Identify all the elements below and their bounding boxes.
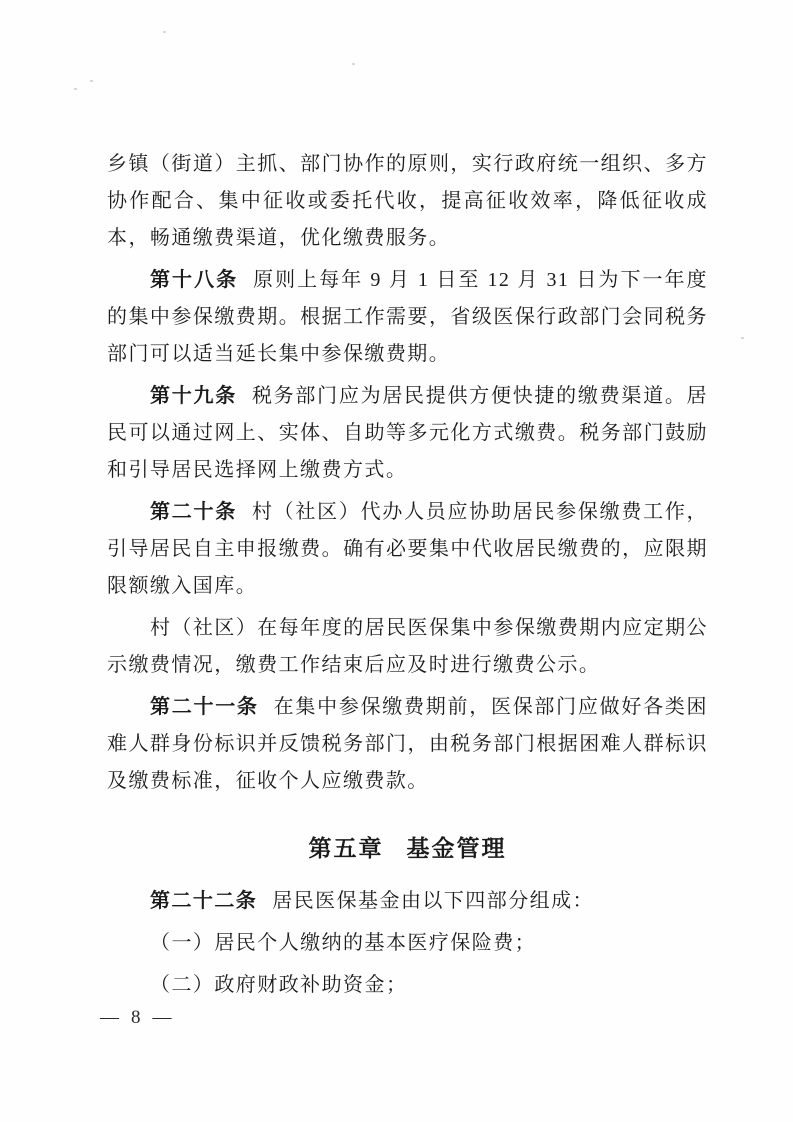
paragraph-continuation xyxy=(107,146,708,257)
paragraph-text: 在集中参保缴费期前，医保部门应做好各类困难人群身份标识并反馈税务部门，由税务部门根据困难人群标识及缴费标准，征收个人应缴费款。 xyxy=(107,696,708,792)
footer-dash-right: — xyxy=(152,1007,172,1028)
chapter-number: 第五章 xyxy=(308,835,384,861)
scan-speck xyxy=(163,31,166,33)
scan-speck xyxy=(90,80,93,82)
scan-speck xyxy=(352,63,355,65)
list-item-1 xyxy=(107,925,708,962)
article-21 xyxy=(107,689,708,800)
chapter-5-heading xyxy=(107,830,708,867)
page-number-footer xyxy=(100,1006,172,1030)
article-number: 第二十二条 xyxy=(150,890,258,912)
footer-dash-left: — xyxy=(100,1007,119,1028)
paragraph-text: 居民医保基金由以下四部分组成： xyxy=(272,890,594,912)
scan-speck xyxy=(741,337,744,339)
article-number: 第十九条 xyxy=(150,385,237,407)
paragraph-village-publicity xyxy=(107,610,708,684)
document-body xyxy=(107,146,708,1009)
page-number: 8 xyxy=(131,1007,141,1028)
paragraph-text: 原则上每年 9 月 1 日至 12 月 31 日为下一年度的集中参保缴费期。根据工作需要，省级医保行政部门会同税务部门可以适当延长集中参保缴费期。 xyxy=(107,269,708,365)
article-19 xyxy=(107,378,708,489)
article-number: 第二十一条 xyxy=(150,696,259,718)
article-number: 第二十条 xyxy=(150,501,237,523)
article-number: 第十八条 xyxy=(150,269,239,291)
list-item-text: （一）居民个人缴纳的基本医疗保险费； xyxy=(150,932,537,954)
list-item-text: （二）政府财政补助资金； xyxy=(150,974,408,996)
article-18 xyxy=(107,262,708,373)
paragraph-text: 税务部门应为居民提供方便快捷的缴费渠道。居民可以通过网上、实体、自助等多元化方式缴费。税务部门鼓励和引导居民选择网上缴费方式。 xyxy=(107,385,708,481)
article-20 xyxy=(107,494,708,605)
list-item-2 xyxy=(107,967,708,1004)
chapter-title: 基金管理 xyxy=(406,835,507,861)
scan-speck xyxy=(74,88,77,90)
paragraph-text: 乡镇（街道）主抓、部门协作的原则，实行政府统一组织、多方协作配合、集中征收或委托代收，提高征收效率，降低征收成本，畅通缴费渠道，优化缴费服务。 xyxy=(107,153,708,249)
paragraph-text: 村（社区）代办人员应协助居民参保缴费工作，引导居民自主申报缴费。确有必要集中代收居民缴费的，应限期限额缴入国库。 xyxy=(107,501,708,597)
article-22 xyxy=(107,883,708,920)
paragraph-text: 村（社区）在每年度的居民医保集中参保缴费期内应定期公示缴费情况，缴费工作结束后应及时进行缴费公示。 xyxy=(107,617,708,676)
